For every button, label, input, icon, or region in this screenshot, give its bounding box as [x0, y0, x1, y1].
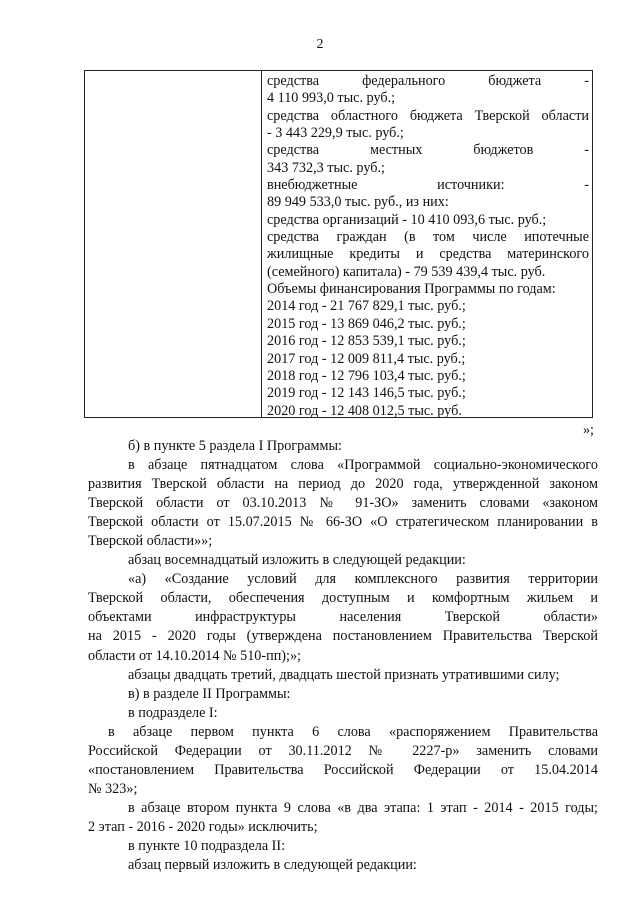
table-line: 343 732,3 тыс. руб.;	[267, 159, 385, 176]
table-line: средства областного бюджета Тверской области	[267, 107, 589, 124]
body-line: в абзаце первом пункта 6 слова «распоряжением Правительства	[108, 723, 598, 740]
body-line: в пункте 10 подраздела II:	[128, 837, 286, 854]
body-line: в) в разделе II Программы:	[128, 685, 291, 702]
body-line: объектами инфраструктуры населения Тверской области»	[88, 609, 598, 626]
table-line: 2018 год - 12 796 103,4 тыс. руб.;	[267, 367, 466, 384]
body-line: абзацы двадцать третий, двадцать шестой признать утратившими силу;	[128, 666, 560, 683]
table-line: средства местных бюджетов -	[267, 142, 589, 159]
table-line: средства федерального бюджета -	[267, 73, 589, 89]
body-line: 2 этап - 2016 - 2020 годы» исключить;	[88, 818, 318, 835]
table-line: средства организаций - 10 410 093,6 тыс. руб.;	[267, 211, 547, 228]
body-line: Тверской области»»;	[88, 533, 213, 550]
table-line: жилищные кредиты и средства материнского	[267, 246, 589, 263]
body-line: на 2015 - 2020 годы (утверждена постановлением Правительства Тверской	[88, 628, 598, 645]
body-line: «постановлением Правительства Российской Федерации от 15.04.2014	[88, 761, 598, 778]
body-line: области от 14.10.2014 № 510-пп);»;	[88, 647, 301, 664]
body-line: Тверской области от 15.07.2015 № 66-ЗО «О стратегическом планировании в	[88, 514, 598, 531]
body-line: № 323»;	[88, 780, 138, 797]
table-line: - 3 443 229,9 тыс. руб.;	[267, 125, 404, 142]
body-line: развития Тверской области на период до 2020 года, утвержденной законом	[88, 476, 598, 493]
table-line: 2020 год - 12 408 012,5 тыс. руб.	[267, 402, 462, 419]
body-line: «а) «Создание условий для комплексного развития территории	[128, 571, 598, 588]
body-line: абзац первый изложить в следующей редакции:	[128, 857, 417, 874]
table-line: внебюджетные источники: -	[267, 177, 589, 194]
table-line: 2017 год - 12 009 811,4 тыс. руб.;	[267, 350, 466, 367]
funding-cell	[267, 73, 589, 420]
table-line: 2015 год - 13 869 046,2 тыс. руб.;	[267, 315, 466, 332]
body-line: Тверской области от 03.10.2013 № 91-ЗО» заменить словами «законом	[88, 495, 598, 512]
table-line: 2016 год - 12 853 539,1 тыс. руб.;	[267, 333, 466, 350]
body-line: Тверской области, обеспечения доступным и комфортным жильем и	[88, 590, 598, 607]
table-line: 2019 год - 12 143 146,5 тыс. руб.;	[267, 385, 466, 402]
body-line: Российской Федерации от 30.11.2012 № 2227-р» заменить словами	[88, 742, 598, 759]
body-line: в подразделе I:	[128, 704, 218, 721]
document-body	[88, 437, 598, 875]
table-line: 89 949 533,0 тыс. руб., из них:	[267, 194, 449, 211]
table-line: (семейного) капитала) - 79 539 439,4 тыс. руб.	[267, 263, 546, 280]
table-line: 2014 год - 21 767 829,1 тыс. руб.;	[267, 298, 466, 315]
funding-table	[84, 70, 593, 418]
body-line: абзац восемнадцатый изложить в следующей редакции:	[128, 552, 466, 569]
table-column-divider	[261, 71, 262, 417]
body-line: в абзаце пятнадцатом слова «Программой социально-экономического	[128, 457, 598, 474]
page-number: 2	[316, 37, 324, 52]
table-line: Объемы финансирования Программы по годам:	[267, 281, 556, 298]
table-line: 4 110 993,0 тыс. руб.;	[267, 90, 396, 107]
body-line: б) в пункте 5 раздела I Программы:	[128, 438, 342, 454]
body-line: в абзаце втором пункта 9 слова «в два этапа: 1 этап - 2014 - 2015 годы;	[128, 799, 598, 816]
table-line: средства граждан (в том числе ипотечные	[267, 229, 589, 246]
closing-quote: »;	[582, 422, 594, 438]
